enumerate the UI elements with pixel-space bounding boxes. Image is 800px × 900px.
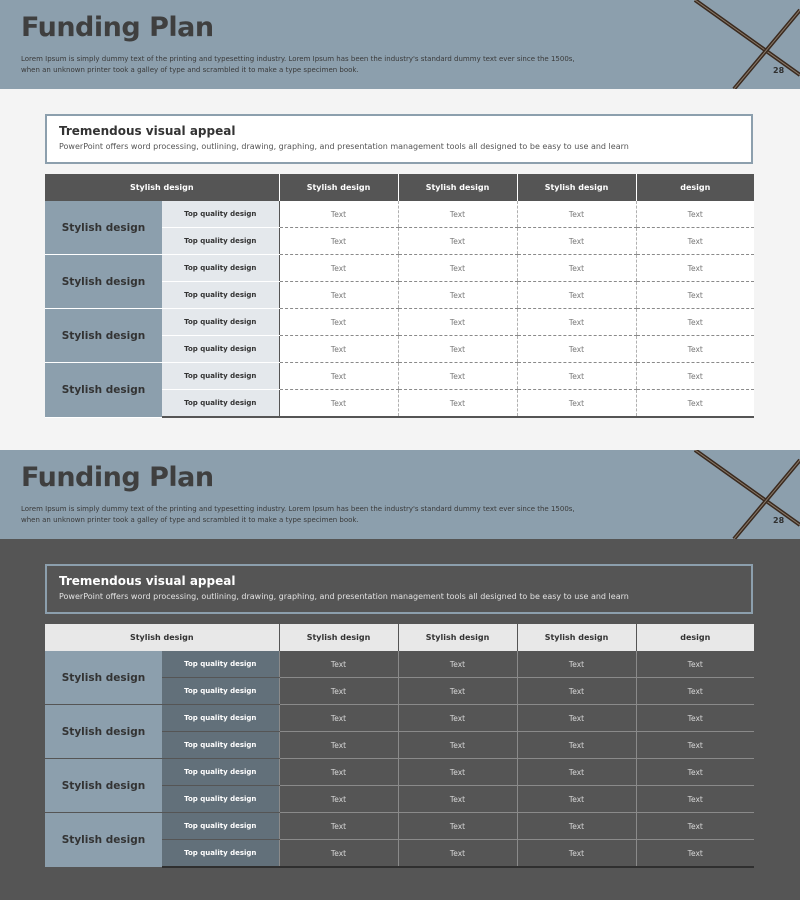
table-cell: Text xyxy=(398,336,517,363)
column-header: design xyxy=(636,174,754,201)
table-cell: Text xyxy=(398,651,517,678)
table-cell: Text xyxy=(517,228,636,255)
table-cell: Text xyxy=(636,705,754,732)
row-group-label: Stylish design xyxy=(45,813,162,868)
table-cell: Text xyxy=(398,813,517,840)
table-cell: Text xyxy=(279,678,398,705)
table-cell: Text xyxy=(636,759,754,786)
table-row xyxy=(45,705,754,732)
table-cell: Text xyxy=(279,759,398,786)
row-sub-label: Top quality design xyxy=(162,759,279,786)
table-cell: Text xyxy=(398,732,517,759)
table-cell: Text xyxy=(279,786,398,813)
slide-subtitle: Lorem Ipsum is simply dummy text of the printing and typesetting industry. Lorem Ipsum has been the industry's standard dummy text ever since the 1500s, when an unknown printer took a galley of type and scrambled it to make a type specimen book. xyxy=(21,55,575,74)
table-cell: Text xyxy=(517,678,636,705)
table-cell: Text xyxy=(279,732,398,759)
row-group-label: Stylish design xyxy=(45,363,162,418)
column-header: Stylish design xyxy=(398,174,517,201)
row-group-label: Stylish design xyxy=(45,759,162,813)
table-cell: Text xyxy=(398,705,517,732)
table-cell: Text xyxy=(636,651,754,678)
table-cell: Text xyxy=(636,813,754,840)
table-cell: Text xyxy=(279,336,398,363)
column-header: Stylish design xyxy=(517,624,636,651)
callout-box xyxy=(45,564,753,614)
table-row xyxy=(45,651,754,678)
table-cell: Text xyxy=(279,840,398,868)
table-cell: Text xyxy=(279,813,398,840)
row-group-label: Stylish design xyxy=(45,705,162,759)
row-group-label: Stylish design xyxy=(45,651,162,705)
row-sub-label: Top quality design xyxy=(162,255,279,282)
table-cell: Text xyxy=(636,309,754,336)
table-row xyxy=(45,309,754,336)
row-sub-label: Top quality design xyxy=(162,282,279,309)
table-cell: Text xyxy=(517,759,636,786)
table-cell: Text xyxy=(636,201,754,228)
table-cell: Text xyxy=(636,282,754,309)
funding-table xyxy=(45,174,754,418)
table-cell: Text xyxy=(517,786,636,813)
table-cell: Text xyxy=(279,309,398,336)
page-number: 28 xyxy=(773,66,785,75)
row-sub-label: Top quality design xyxy=(162,840,279,868)
table-cell: Text xyxy=(517,282,636,309)
table-row xyxy=(45,201,754,228)
table-cell: Text xyxy=(279,228,398,255)
row-sub-label: Top quality design xyxy=(162,390,279,418)
column-header: Stylish design xyxy=(279,174,398,201)
table-cell: Text xyxy=(517,732,636,759)
table-cell: Text xyxy=(398,309,517,336)
page-number: 28 xyxy=(773,516,785,525)
row-sub-label: Top quality design xyxy=(162,363,279,390)
table-cell: Text xyxy=(279,363,398,390)
table-row xyxy=(45,255,754,282)
table-cell: Text xyxy=(398,228,517,255)
slide-dark xyxy=(0,450,800,900)
callout-text: PowerPoint offers word processing, outlining, drawing, graphing, and presentation management tools all designed to be easy to use and learn xyxy=(59,592,629,601)
row-sub-label: Top quality design xyxy=(162,732,279,759)
table-cell: Text xyxy=(279,651,398,678)
table-cell: Text xyxy=(636,840,754,868)
row-sub-label: Top quality design xyxy=(162,336,279,363)
table-row xyxy=(45,813,754,840)
row-sub-label: Top quality design xyxy=(162,813,279,840)
header-band xyxy=(0,0,800,89)
row-group-label: Stylish design xyxy=(45,255,162,309)
table-cell: Text xyxy=(636,678,754,705)
table-cell: Text xyxy=(517,201,636,228)
row-group-label: Stylish design xyxy=(45,201,162,255)
callout-title: Tremendous visual appeal xyxy=(59,124,236,138)
table-cell: Text xyxy=(517,363,636,390)
table-header-row xyxy=(45,624,754,651)
row-sub-label: Top quality design xyxy=(162,678,279,705)
table-cell: Text xyxy=(517,336,636,363)
column-header: Stylish design xyxy=(517,174,636,201)
table-cell: Text xyxy=(636,363,754,390)
slide-title: Funding Plan xyxy=(21,12,214,43)
table-cell: Text xyxy=(398,363,517,390)
row-sub-label: Top quality design xyxy=(162,201,279,228)
callout-text: PowerPoint offers word processing, outlining, drawing, graphing, and presentation management tools all designed to be easy to use and learn xyxy=(59,142,629,151)
table-cell: Text xyxy=(279,705,398,732)
header-band xyxy=(0,450,800,539)
table-cell: Text xyxy=(279,282,398,309)
table-cell: Text xyxy=(398,840,517,868)
table-cell: Text xyxy=(279,390,398,418)
table-cell: Text xyxy=(517,840,636,868)
table-row xyxy=(45,363,754,390)
table-cell: Text xyxy=(636,732,754,759)
table-cell: Text xyxy=(517,390,636,418)
table-cell: Text xyxy=(398,678,517,705)
corner-decoration-lines xyxy=(690,0,800,89)
table-cell: Text xyxy=(517,309,636,336)
table-cell: Text xyxy=(636,786,754,813)
column-header: Stylish design xyxy=(398,624,517,651)
callout-title: Tremendous visual appeal xyxy=(59,574,236,588)
table-cell: Text xyxy=(279,255,398,282)
row-sub-label: Top quality design xyxy=(162,705,279,732)
table-cell: Text xyxy=(398,282,517,309)
column-header: Stylish design xyxy=(45,174,279,201)
row-group-label: Stylish design xyxy=(45,309,162,363)
table-cell: Text xyxy=(517,651,636,678)
column-header: Stylish design xyxy=(279,624,398,651)
corner-decoration-lines xyxy=(690,450,800,539)
table-cell: Text xyxy=(398,255,517,282)
table-cell: Text xyxy=(517,255,636,282)
row-sub-label: Top quality design xyxy=(162,651,279,678)
table-cell: Text xyxy=(517,705,636,732)
callout-box xyxy=(45,114,753,164)
table-cell: Text xyxy=(398,390,517,418)
table-cell: Text xyxy=(279,201,398,228)
table-cell: Text xyxy=(636,228,754,255)
table-cell: Text xyxy=(398,759,517,786)
funding-table xyxy=(45,624,754,868)
slide-title: Funding Plan xyxy=(21,462,214,493)
table-cell: Text xyxy=(636,390,754,418)
table-cell: Text xyxy=(517,813,636,840)
table-cell: Text xyxy=(398,786,517,813)
table-cell: Text xyxy=(398,201,517,228)
table-row xyxy=(45,759,754,786)
slide-subtitle: Lorem Ipsum is simply dummy text of the printing and typesetting industry. Lorem Ipsum has been the industry's standard dummy text ever since the 1500s, when an unknown printer took a galley of type and scrambled it to make a type specimen book. xyxy=(21,505,575,524)
table-header-row xyxy=(45,174,754,201)
column-header: Stylish design xyxy=(45,624,279,651)
table-cell: Text xyxy=(636,336,754,363)
row-sub-label: Top quality design xyxy=(162,786,279,813)
column-header: design xyxy=(636,624,754,651)
row-sub-label: Top quality design xyxy=(162,309,279,336)
row-sub-label: Top quality design xyxy=(162,228,279,255)
table-cell: Text xyxy=(636,255,754,282)
